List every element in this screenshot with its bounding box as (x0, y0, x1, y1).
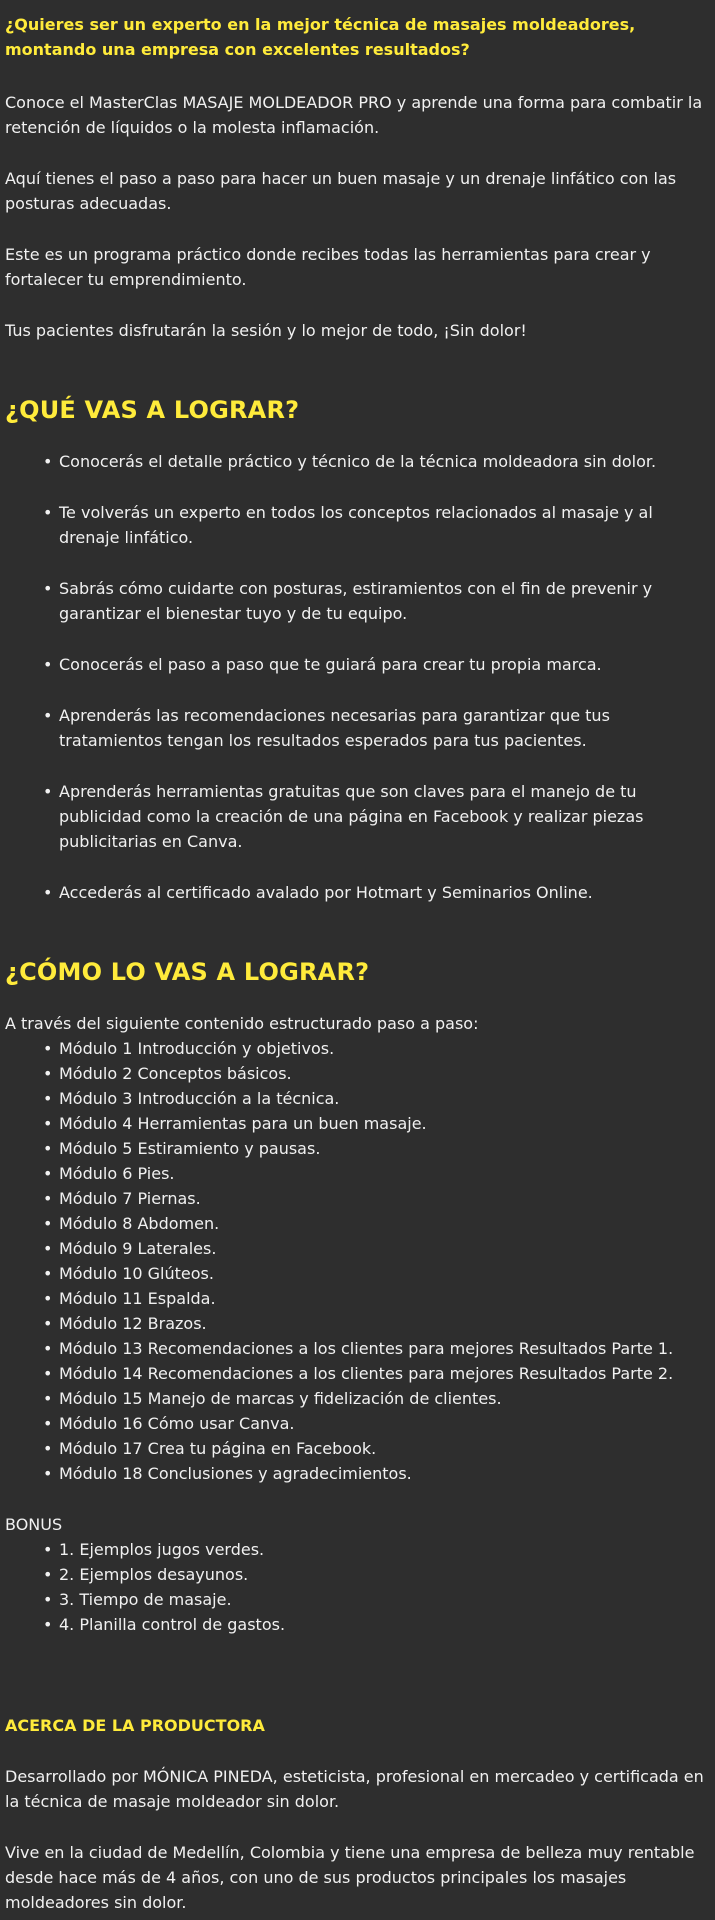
module-item: • Módulo 3 Introducción a la técnica. (43, 1086, 710, 1111)
bonus-item: • 3. Tiempo de masaje. (43, 1587, 710, 1612)
module-item: • Módulo 15 Manejo de marcas y fidelización de clientes. (43, 1386, 710, 1411)
producer-section-title: ACERCA DE LA PRODUCTORA (5, 1716, 265, 1735)
module-item: • Módulo 1 Introducción y objetivos. (43, 1036, 710, 1061)
achieve-item: • Te volverás un experto en todos los conceptos relacionados al masaje y al drenaje linfático. (43, 500, 710, 550)
module-item: • Módulo 4 Herramientas para un buen masaje. (43, 1111, 710, 1136)
module-item: • Módulo 16 Cómo usar Canva. (43, 1411, 710, 1436)
bonus-list (43, 1537, 710, 1637)
intro-paragraph: Tus pacientes disfrutarán la sesión y lo mejor de todo, ¡Sin dolor! (5, 321, 527, 340)
achieve-item: • Aprenderás las recomendaciones necesarias para garantizar que tus tratamientos tengan los resultados esperados para tus pacientes. (43, 703, 710, 753)
intro-paragraph: Aquí tienes el paso a paso para hacer un buen masaje y un drenaje linfático con las posturas adecuadas. (5, 169, 677, 213)
module-item: • Módulo 10 Glúteos. (43, 1261, 710, 1286)
achieve-list (43, 449, 710, 905)
module-item: • Módulo 18 Conclusiones y agradecimientos. (43, 1461, 710, 1486)
module-item: • Módulo 6 Pies. (43, 1161, 710, 1186)
achieve-section-title: ¿QUÉ VAS A LOGRAR? (5, 396, 300, 424)
producer-paragraph: Vive en la ciudad de Medellín, Colombia y tiene una empresa de belleza muy rentable desde hace más de 4 años, con uno de sus productos principales los masajes moldeadores sin dolor. (5, 1843, 695, 1912)
achieve-item: • Accederás al certificado avalado por Hotmart y Seminarios Online. (43, 880, 710, 905)
achieve-item: • Aprenderás herramientas gratuitas que son claves para el manejo de tu publicidad como la creación de una página en Facebook y realizar piezas publicitarias en Canva. (43, 779, 710, 854)
producer-paragraph: Desarrollado por MÓNICA PINEDA, esteticista, profesional en mercadeo y certificada en la técnica de masaje moldeador sin dolor. (5, 1767, 704, 1811)
module-item: • Módulo 17 Crea tu página en Facebook. (43, 1436, 710, 1461)
module-item: • Módulo 11 Espalda. (43, 1286, 710, 1311)
bonus-item: • 1. Ejemplos jugos verdes. (43, 1537, 710, 1562)
bonus-item: • 2. Ejemplos desayunos. (43, 1562, 710, 1587)
bonus-item: • 4. Planilla control de gastos. (43, 1612, 710, 1637)
how-lead-text: A través del siguiente contenido estructurado paso a paso: (5, 1014, 479, 1033)
intro-paragraph: Este es un programa práctico donde recibes todas las herramientas para crear y fortalecer tu emprendimiento. (5, 245, 651, 289)
module-item: • Módulo 9 Laterales. (43, 1236, 710, 1261)
achieve-item: • Conocerás el paso a paso que te guiará para crear tu propia marca. (43, 652, 710, 677)
module-item: • Módulo 2 Conceptos básicos. (43, 1061, 710, 1086)
module-item: • Módulo 8 Abdomen. (43, 1211, 710, 1236)
how-section-title: ¿CÓMO LO VAS A LOGRAR? (5, 958, 370, 986)
module-item: • Módulo 12 Brazos. (43, 1311, 710, 1336)
achieve-item: • Sabrás cómo cuidarte con posturas, estiramientos con el fin de prevenir y garantizar el bienestar tuyo y de tu equipo. (43, 576, 710, 626)
intro-heading: ¿Quieres ser un experto en la mejor técnica de masajes moldeadores, montando una empresa con excelentes resultados? (5, 15, 636, 59)
intro-paragraph: Conoce el MasterClas MASAJE MOLDEADOR PRO y aprende una forma para combatir la retención de líquidos o la molesta inflamación. (5, 93, 703, 137)
bonus-title: BONUS (5, 1515, 63, 1534)
module-item: • Módulo 14 Recomendaciones a los clientes para mejores Resultados Parte 2. (43, 1361, 710, 1386)
module-list (43, 1036, 710, 1486)
module-item: • Módulo 7 Piernas. (43, 1186, 710, 1211)
module-item: • Módulo 13 Recomendaciones a los clientes para mejores Resultados Parte 1. (43, 1336, 710, 1361)
module-item: • Módulo 5 Estiramiento y pausas. (43, 1136, 710, 1161)
achieve-item: • Conocerás el detalle práctico y técnico de la técnica moldeadora sin dolor. (43, 449, 710, 474)
